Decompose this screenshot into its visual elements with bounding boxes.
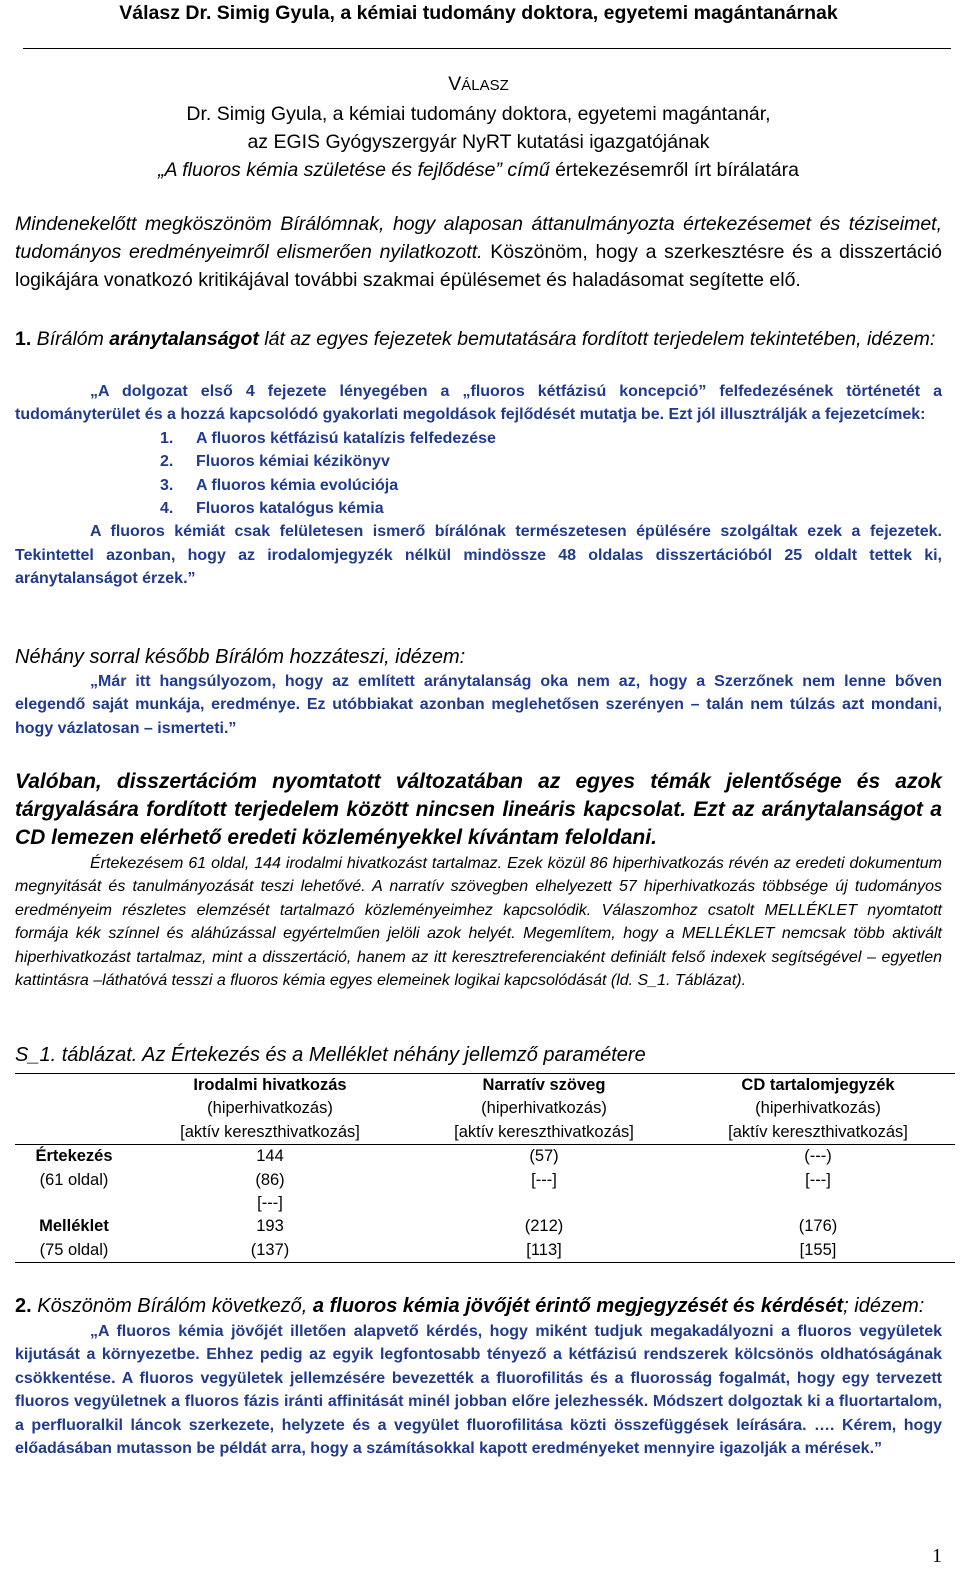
- chapter-item: [160, 427, 942, 450]
- column-subheader: (hiperhivatkozás): [755, 1099, 881, 1118]
- column-subheader: [aktív kereszthivatkozás]: [133, 1121, 407, 1145]
- point-2-part-2: ; idézem:: [843, 1295, 925, 1317]
- point-2-number: 2.: [15, 1295, 32, 1317]
- quote-3: „A fluoros kémia jövőjét illetően alapvető kérdés, hogy miként tudjuk megakadályozni a fluoros vegyületek kijutását a környezetbe. Ehhez pedig az egyik legfontosabb tényező a kétfázisú rendszerek kölcsönös oldhatóságának csökkentése. A fluoros vegyületek jellemzésére bevezették a fluorofilitás és a fluorosság fogalmát, hogy egy tervezett fluoros vegyületnek a fluoros fázis iránti affinitását minél jobban előre jelezhessék. Módszert dolgoztak ki a fluortartalom, a perfluoralkil láncok szerkezete, helyzete és a vegyület fluorofilitása közti összefüggések leírására. …. Kérem, hogy előadásában mutasson be példát arra, hogy a számításokkal kapott eredményeket mennyire igazolják a mérések.”: [15, 1323, 942, 1458]
- title-line-3-rest: értekezésemről írt bírálatára: [549, 159, 799, 181]
- quote-2: „Már itt hangsúlyozom, hogy az említett aránytalanság oka nem az, hogy a Szerzőnek nem lenne bőven elegendő saját munkája, eredménye. Ez utóbbiakat azonban meglehetősen szerényen – talán nem túlzás azt mondani, hogy vázlatosan – ismerteti.”: [15, 673, 942, 737]
- page-number: 1: [932, 1545, 942, 1567]
- valasz-rest: ÁLASZ: [461, 77, 509, 94]
- chapter-item: [160, 497, 942, 520]
- valasz-initial: V: [448, 73, 462, 95]
- dissertation-title: „A fluoros kémia születése és fejlődése” című: [158, 159, 550, 181]
- intro-rest: Köszönöm, hogy a szerkesztésre és a disszertáció logikájára vonatkozó kritikájával további szakmai épülésemet és haladásomat segítette elő.: [15, 241, 942, 291]
- row-sublabel: (61 oldal): [39, 1170, 109, 1189]
- running-header: Válasz Dr. Simig Gyula, a kémiai tudomány doktora, egyetemi magántanárnak: [119, 2, 838, 24]
- column-header: Irodalmi hivatkozás: [133, 1074, 407, 1098]
- quote-1: [15, 380, 942, 591]
- column-header: Narratív szöveg: [407, 1074, 681, 1098]
- chapter-title: Fluoros kémiai kézikönyv: [196, 453, 390, 471]
- table-row: [15, 1192, 955, 1215]
- intro-paragraph: [15, 210, 942, 294]
- chapter-item: [160, 474, 942, 497]
- column-header: CD tartalomjegyzék: [681, 1074, 955, 1098]
- valasz-heading: [15, 70, 942, 100]
- later-remark: Néhány sorral később Bírálóm hozzáteszi, idézem:: [15, 646, 466, 668]
- point-2-paragraph: [15, 1292, 942, 1320]
- document-page: [15, 0, 942, 1458]
- chapter-number: 4.: [160, 500, 174, 518]
- chapter-item: [160, 450, 942, 473]
- title-line-3: [15, 156, 942, 184]
- chapter-title: Fluoros katalógus kémia: [196, 500, 384, 518]
- title-line-2: az EGIS Gyógyszergyár NyRT kutatási igazgatójának: [247, 131, 710, 153]
- chapter-number: 2.: [160, 453, 174, 471]
- table-cell: [681, 1192, 955, 1215]
- title-block: [15, 70, 942, 184]
- table-cell: [155]: [681, 1239, 955, 1263]
- quote-1-lead: „A dolgozat első 4 fejezete lényegében a „fluoros kétfázisú koncepció” felfedezésének történetét a tudományterület és a hozzá kapcsolódó gyakorlati megoldások fejlődését mutatja be. Ezt jól illusztrálják a fejezetcímek:: [15, 383, 942, 424]
- column-subheader: (hiperhivatkozás): [207, 1099, 333, 1118]
- title-line-1: Dr. Simig Gyula, a kémiai tudomány doktora, egyetemi magántanár,: [186, 103, 771, 125]
- table-row: [15, 1215, 955, 1238]
- point-1-bold-word: aránytalanságot: [109, 328, 259, 350]
- parameters-table: [15, 1073, 955, 1263]
- intro-italic: Mindenekelőtt megköszönöm Bírálómnak, hogy alaposan áttanulmányozta értekezésemet és téziseimet, tudományos eredményeimről elismerően nyilatkozott.: [15, 213, 942, 263]
- point-2-part-1: Köszönöm Bírálóm következő,: [31, 1295, 313, 1317]
- header-corner: [15, 1074, 133, 1098]
- table-cell: (176): [798, 1217, 838, 1236]
- explanation-paragraph: Értekezésem 61 oldal, 144 irodalmi hivatkozást tartalmaz. Ezek közül 86 hiperhivatkozás révén az eredeti dokumentum megnyitását és tanulmányozását teszi lehetővé. A narratív szövegben elhelyezett 57 hiperhivatkozás többsége új tudományos eredményeim részletes elemzését tartalmazó közleményeimhez kapcsolódik. Válaszomhoz csatolt MELLÉKLET nyomtatott formája kék színnel és aláhúzással egyértelműen jelöli azok helyét. Megemlítem, hogy a MELLÉKLET nemcsak több aktivált hiperhivatkozást tartalmaz, mint a disszertáció, hanem az itt keresztreferenciaként definiált felső indexek segítségével – egyetlen kattintásra –láthatóvá tesszi a fluoros kémia egyes elemeinek logikai kapcsolódását (ld. S_1. Táblázat).: [15, 855, 942, 990]
- chapter-number: 1.: [160, 429, 174, 447]
- table-header-row: [15, 1074, 955, 1098]
- column-subheader: [aktív kereszthivatkozás]: [407, 1121, 681, 1145]
- point-1-paragraph: [15, 325, 942, 353]
- row-sublabel: (75 oldal): [15, 1239, 133, 1263]
- table-subheader-row: [15, 1097, 955, 1120]
- table-cell: [---]: [257, 1194, 283, 1213]
- table-row: [15, 1169, 955, 1192]
- column-subheader: [aktív kereszthivatkozás]: [681, 1121, 955, 1145]
- point-2-bold-part: a fluoros kémia jövőjét érintő megjegyzését és kérdését: [312, 1295, 844, 1317]
- table-cell: (137): [133, 1239, 407, 1263]
- table-subheader-row: [15, 1121, 955, 1145]
- table-cell: (---): [804, 1147, 832, 1166]
- column-subheader: (hiperhivatkozás): [481, 1099, 607, 1118]
- table-cell: (57): [529, 1147, 559, 1166]
- table-cell: (212): [524, 1217, 564, 1236]
- point-1-part-1: Bírálóm: [31, 328, 110, 350]
- chapter-title: A fluoros kémia evolúciója: [196, 476, 399, 494]
- table-cell: [113]: [407, 1239, 681, 1263]
- table-cell: [407, 1192, 681, 1215]
- answer-paragraph: Valóban, disszertációm nyomtatott változatában az egyes témák jelentősége és azok tárgyalására fordított terjedelem között nincsen lineáris kapcsolat. Ezt az aránytalanságot a CD lemezen elérhető eredeti közleményekkel kívántam feloldani.: [15, 770, 942, 849]
- table-cell: 193: [256, 1217, 284, 1236]
- table-caption: S_1. táblázat. Az Értekezés és a Melléklet néhány jellemző paramétere: [15, 1044, 646, 1066]
- table-cell: 144: [256, 1147, 284, 1166]
- chapter-title: A fluoros kétfázisú katalízis felfedezése: [196, 429, 496, 447]
- row-label: Értekezés: [35, 1147, 113, 1166]
- point-1-part-2: lát az egyes fejezetek bemutatására fordított terjedelem tekintetében, idézem:: [258, 328, 936, 350]
- table-row: [15, 1145, 955, 1169]
- point-1-number: 1.: [15, 328, 32, 350]
- table-cell: [---]: [531, 1170, 557, 1189]
- table-cell: (86): [255, 1170, 285, 1189]
- table-row: [15, 1239, 955, 1263]
- row-label: Melléklet: [39, 1217, 109, 1236]
- quote-1-closing: A fluoros kémiát csak felületesen ismerő bírálónak természetesen épülésére szolgáltak ezek a fejezetek. Tekintettel azonban, hogy az irodalomjegyzék nélkül mindössze 48 oldalas disszertációból 25 oldalt tettek ki, aránytalanságot érzek.”: [15, 523, 942, 588]
- table-cell: [---]: [805, 1170, 831, 1189]
- chapter-number: 3.: [160, 476, 174, 494]
- chapter-list: [15, 427, 942, 521]
- header-rule: [23, 48, 951, 49]
